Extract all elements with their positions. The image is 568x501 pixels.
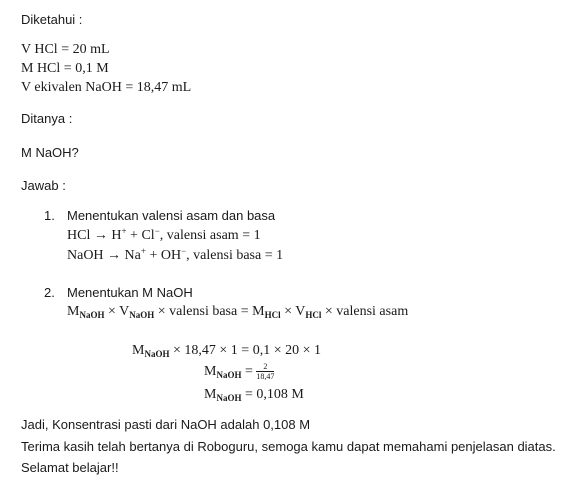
arrow-right-icon: → (93, 228, 108, 243)
question-text: M NaOH? (21, 145, 79, 160)
ditanya-label: Ditanya : (21, 111, 73, 126)
formula-sub-naoh: NaOH (79, 310, 105, 320)
calc1-left: 18,47 × 1 (184, 343, 238, 358)
jawab-label: Jawab : (21, 178, 66, 193)
calc-line-2: $M_{NaOH}$ = $\frac{2}{18,47}$ (204, 362, 275, 381)
step1-number: 1. (44, 208, 55, 223)
eq1-h-ion: H (111, 228, 122, 243)
formula-sub-hcl-2: HCl (305, 310, 322, 320)
eq2-valensi-value: 1 (276, 248, 284, 263)
given-m-hcl-value: 0,1 M (75, 61, 109, 76)
given-v-naoh: V ekivalen NaOH = 18,47 mL (21, 80, 192, 95)
eq1-cl-ion: Cl (141, 228, 155, 243)
formula-sub-hcl: HCl (264, 310, 281, 320)
eq1-valensi-text: , valensi asam (159, 228, 239, 243)
diketahui-label: Diketahui : (21, 12, 83, 27)
calc3-sub-naoh: NaOH (216, 393, 242, 403)
step2-title: Menentukan M NaOH (67, 285, 193, 300)
given-v-hcl-value: 20 mL (72, 42, 110, 57)
formula-m: M (67, 304, 80, 319)
calc-line-3: $M_{NaOH} = 0,108$ M (204, 387, 304, 403)
eq2-oh-ion: OH (160, 248, 182, 263)
step1-equation-naoh: NaOH → Na+ + OH−, valensi basa = 1 (67, 246, 284, 263)
step2-number: 2. (44, 285, 55, 300)
eq2-na-ion: Na (124, 248, 141, 263)
given-v-naoh-value: 18,47 mL (136, 80, 192, 95)
eq2-naoh: NaOH (67, 248, 104, 263)
conclusion-text: Jadi, Konsentrasi pasti dari NaOH adalah 0,108 M (21, 417, 311, 432)
step1-equation-hcl: HCl → H+ + Cl−, valensi asam = 1 (67, 226, 261, 243)
given-v-hcl: V HCl = 20 mL (21, 42, 110, 57)
eq2-valensi-text: , valensi basa (186, 248, 262, 263)
given-m-hcl-label: M HCl (21, 61, 61, 76)
calc1-m: M (132, 343, 145, 358)
given-v-naoh-label: V ekivalen NaOH (21, 80, 122, 95)
eq1-hcl: HCl (67, 228, 91, 243)
calc1-right: 0,1 × 20 × 1 (252, 343, 321, 358)
arrow-right-icon: → (107, 248, 122, 263)
formula-v-2: V (295, 304, 306, 319)
thanks-text: Terima kasih telah bertanya di Roboguru, semoga kamu dapat memahami penjelasan diatas. (21, 439, 556, 454)
calc1-sub-naoh: NaOH (144, 349, 170, 359)
calc-line-1: $M_{NaOH} \times 18,47 \times 1 = 0,1 \times 20 \times 1$ (132, 343, 321, 359)
calc3-m: M (204, 387, 217, 402)
step1-title: Menentukan valensi asam dan basa (67, 208, 276, 223)
step2-formula: $M_{NaOH} \times V_{NaOH}$ × valensi basa = $M_{HCl} \times V_{HCl}$ × valensi asam (67, 304, 409, 320)
calc2-fraction (256, 363, 274, 381)
closing-text: Selamat belajar!! (21, 460, 119, 475)
formula-m-2: M (252, 304, 265, 319)
given-m-hcl: M HCl = 0,1 M (21, 61, 109, 76)
calc3-result: 0,108 M (256, 387, 304, 402)
formula-valensi-basa: valensi basa (169, 304, 238, 319)
formula-sub-naoh-2: NaOH (129, 310, 155, 320)
calc2-sub-naoh: NaOH (216, 370, 242, 381)
fraction-denominator: 18,47 (256, 372, 275, 381)
formula-valensi-asam: valensi asam (336, 304, 409, 319)
formula-v: V (119, 304, 130, 319)
given-v-hcl-label: V HCl (21, 42, 58, 57)
calc2-m: M (204, 364, 217, 380)
fraction-numerator: 2 (256, 363, 274, 372)
eq1-valensi-value: 1 (253, 228, 261, 243)
